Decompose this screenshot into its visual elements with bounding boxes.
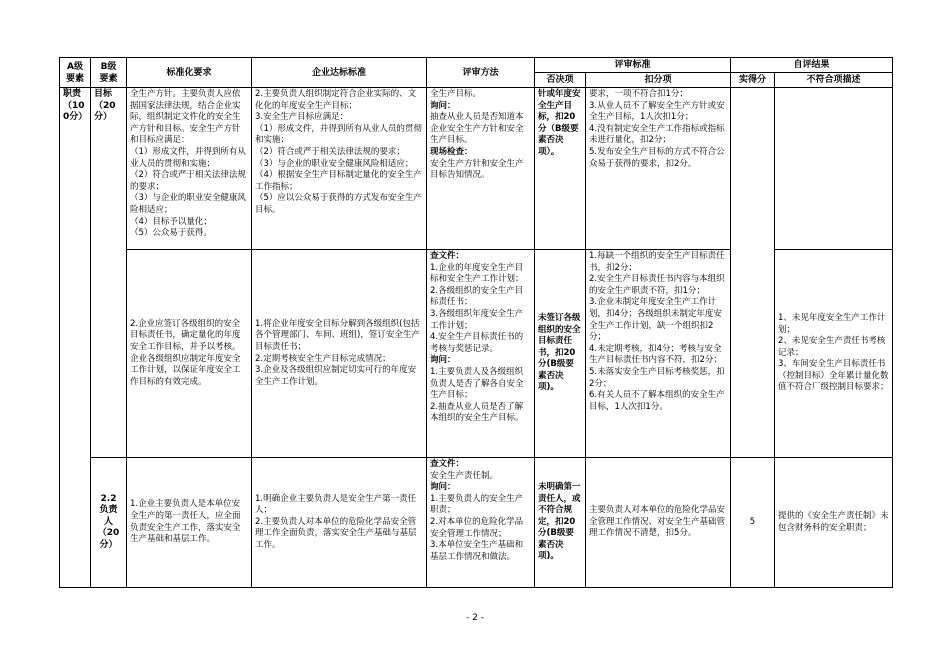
method-cell bbox=[427, 250, 535, 458]
standard-req-cell: 1.企业主要负责人是本单位安全生产的第一责任人，应全面负责安全生产工作，落实安全生产基础和基层工作。 bbox=[127, 458, 252, 588]
page-number: - 2 - bbox=[466, 613, 484, 623]
veto-cell: 未明确第一责任人，或不符合规定，扣20分(B级要素否决项)。 bbox=[535, 458, 586, 588]
deduct-cell: 主要负责人对本单位的危险化学品安全管理工作情况、对安全生产基础管理工作情况不清楚，扣5分。 bbox=[586, 458, 731, 588]
nonconform-cell: 1、未见年度安全生产工作计划； 2、未见安全生产责任书考核记录； 3、车间安全生产目标责任书（控制目标）全年累计量化数值不符合厂级控制目标要求； bbox=[775, 250, 893, 458]
method-text: 1.主要负责人的安全生产职责； 2.对本单位的危险化学品安全管理工作情况； 3.本单位安全生产基础和基层工作情况和做法。 bbox=[430, 493, 524, 562]
method-label-inspection: 现场检查： bbox=[430, 146, 473, 157]
table-row bbox=[60, 88, 893, 250]
enterprise-std-cell: 1.将企业年度安全目标分解到各级组织(包括各个管理部门、车间、班组)，签订安全生产目标责任书； 2.定期考核安全生产目标完成情况； 3.企业及各级组织应制定切实可行的年度安全生产工作计划。 bbox=[252, 250, 427, 458]
header-b-level: B级 要素 bbox=[91, 58, 127, 88]
header-enterprise-std: 企业达标标准 bbox=[252, 58, 427, 88]
header-nonconform: 不符合项描述 bbox=[775, 73, 893, 88]
header-deduct: 扣分项 bbox=[586, 73, 731, 88]
method-label-docs: 查文件： bbox=[430, 459, 465, 469]
header-method: 评审方法 bbox=[427, 58, 535, 88]
method-cell bbox=[427, 458, 535, 588]
method-label-inquiry: 询问： bbox=[430, 355, 456, 366]
actual-score-cell: 5 bbox=[731, 458, 775, 588]
deduct-cell: 要求，一项不符合扣1分； 3.从业人员不了解安全生产方针或安全生产目标，1人次扣1分； 4.没有制定安全生产工作指标或指标未进行量化，扣2分； 5.发布安全生产目标的方式不符合公众易于获得的要求，扣2分。 bbox=[586, 88, 731, 250]
method-text: 抽查从业人员是否知道本企业安全生产方针和安全生产目标。 bbox=[430, 112, 524, 146]
enterprise-std-cell: 2.主要负责人组织制定符合企业实际的、文化化的年度安全生产目标； 3.安全生产目标应满足： （1）形成文件，并得到所有从业人员的贯彻和实施； （2）符合或严于相关法律法规的要求； （3）与企业的职业安全健康风险相适应； （4）根据安全生产目标制定量化的安全生产工作指标； （5）应以公众易于获得的方式发布安全生产目标。 bbox=[252, 88, 427, 250]
evaluation-table bbox=[59, 57, 893, 588]
a-level-cell: 职责 （10 0分） bbox=[60, 88, 91, 588]
deduct-cell: 1.每缺一个组织的安全生产目标责任书，扣2分； 2.安全生产目标责任书内容与本组织的安全生产职责不符，扣1分； 3.企业未制定年度安全生产工作计划，扣4分；各级组织未制定年度安全生产工作计划，缺一个组织扣2分； 4.未定期考核，扣4分；考核与安全生产目标责任书内容不符，扣2分； 5.未落实安全生产目标考核奖惩，扣2分； 6.有关人员不了解本组织的安全生产目标，1人次扣1分。 bbox=[586, 250, 731, 458]
method-pre-text: 全生产目标。 bbox=[430, 89, 482, 99]
header-a-level: A级 要素 bbox=[60, 58, 91, 88]
method-label-docs: 查文件： bbox=[430, 251, 465, 261]
table-row bbox=[60, 458, 893, 588]
header-review-std: 评审标准 bbox=[535, 58, 731, 73]
method-label-inquiry: 询问： bbox=[430, 482, 456, 493]
enterprise-std-cell: 1.明确企业主要负责人是安全生产第一责任人； 2.主要负责人对本单位的危险化学品安全管理工作全面负责，落实安全生产基础与基层工作。 bbox=[252, 458, 427, 588]
method-cell bbox=[427, 88, 535, 250]
method-label-inquiry: 询问： bbox=[430, 100, 456, 111]
header-actual-score: 实得分 bbox=[731, 73, 775, 88]
standard-req-cell: 全生产方针。主要负责人应依据国家法律法规，结合企业实际，组织制定文件化的安全生产方针和目标。安全生产方针和目标应满足： （1）形成文件，并得到所有从业人员的贯彻和实施； （2）符合或严于相关法律法规的要求； （3）与企业的职业安全健康风险相适应； （4）目标予以量化； （5）公众易于获得。 bbox=[127, 88, 252, 250]
method-text: 1.企业的年度安全生产目标和安全生产工作计划； 2.各级组织的安全生产目标责任书； 3.各级组织年度安全生产工作计划； 4.安全生产目标责任书的考核与奖惩记录。 bbox=[430, 262, 524, 354]
method-text: 1.主要负责人及各级组织负责人是否了解各自安全生产目标； 2.抽查从业人员是否了解本组织的安全生产目标。 bbox=[430, 366, 524, 424]
header-standard-req: 标准化要求 bbox=[127, 58, 252, 88]
standard-req-cell: 2.企业应签订各级组织的安全目标责任书，确定量化的年度安全工作目标，并予以考核。企业各级组织应制定年度安全工作计划，以保证年度安全工作目标的有效完成。 bbox=[127, 250, 252, 458]
method-text: 安全生产责任制。 bbox=[430, 470, 499, 481]
header-self-eval: 自评结果 bbox=[731, 58, 893, 73]
veto-cell: 针或年度安全生产目标，扣20分（B级要素否决项）。 bbox=[535, 88, 586, 250]
nonconform-cell: 提供的《安全生产责任制》未包含财务科的安全职责； bbox=[775, 458, 893, 588]
actual-score-cell bbox=[731, 88, 775, 458]
b-level-cell: 2.2 负责 人 （20 分） bbox=[91, 458, 127, 588]
nonconform-cell bbox=[775, 88, 893, 250]
method-text: 安全生产方针和安全生产目标告知情况。 bbox=[430, 158, 524, 181]
header-veto: 否决项 bbox=[535, 73, 586, 88]
veto-cell: 未签订各级组织的安全目标责任书，扣20分(B级要素否决项)。 bbox=[535, 250, 586, 458]
b-level-cell: 目标 （20 分） bbox=[91, 88, 127, 458]
